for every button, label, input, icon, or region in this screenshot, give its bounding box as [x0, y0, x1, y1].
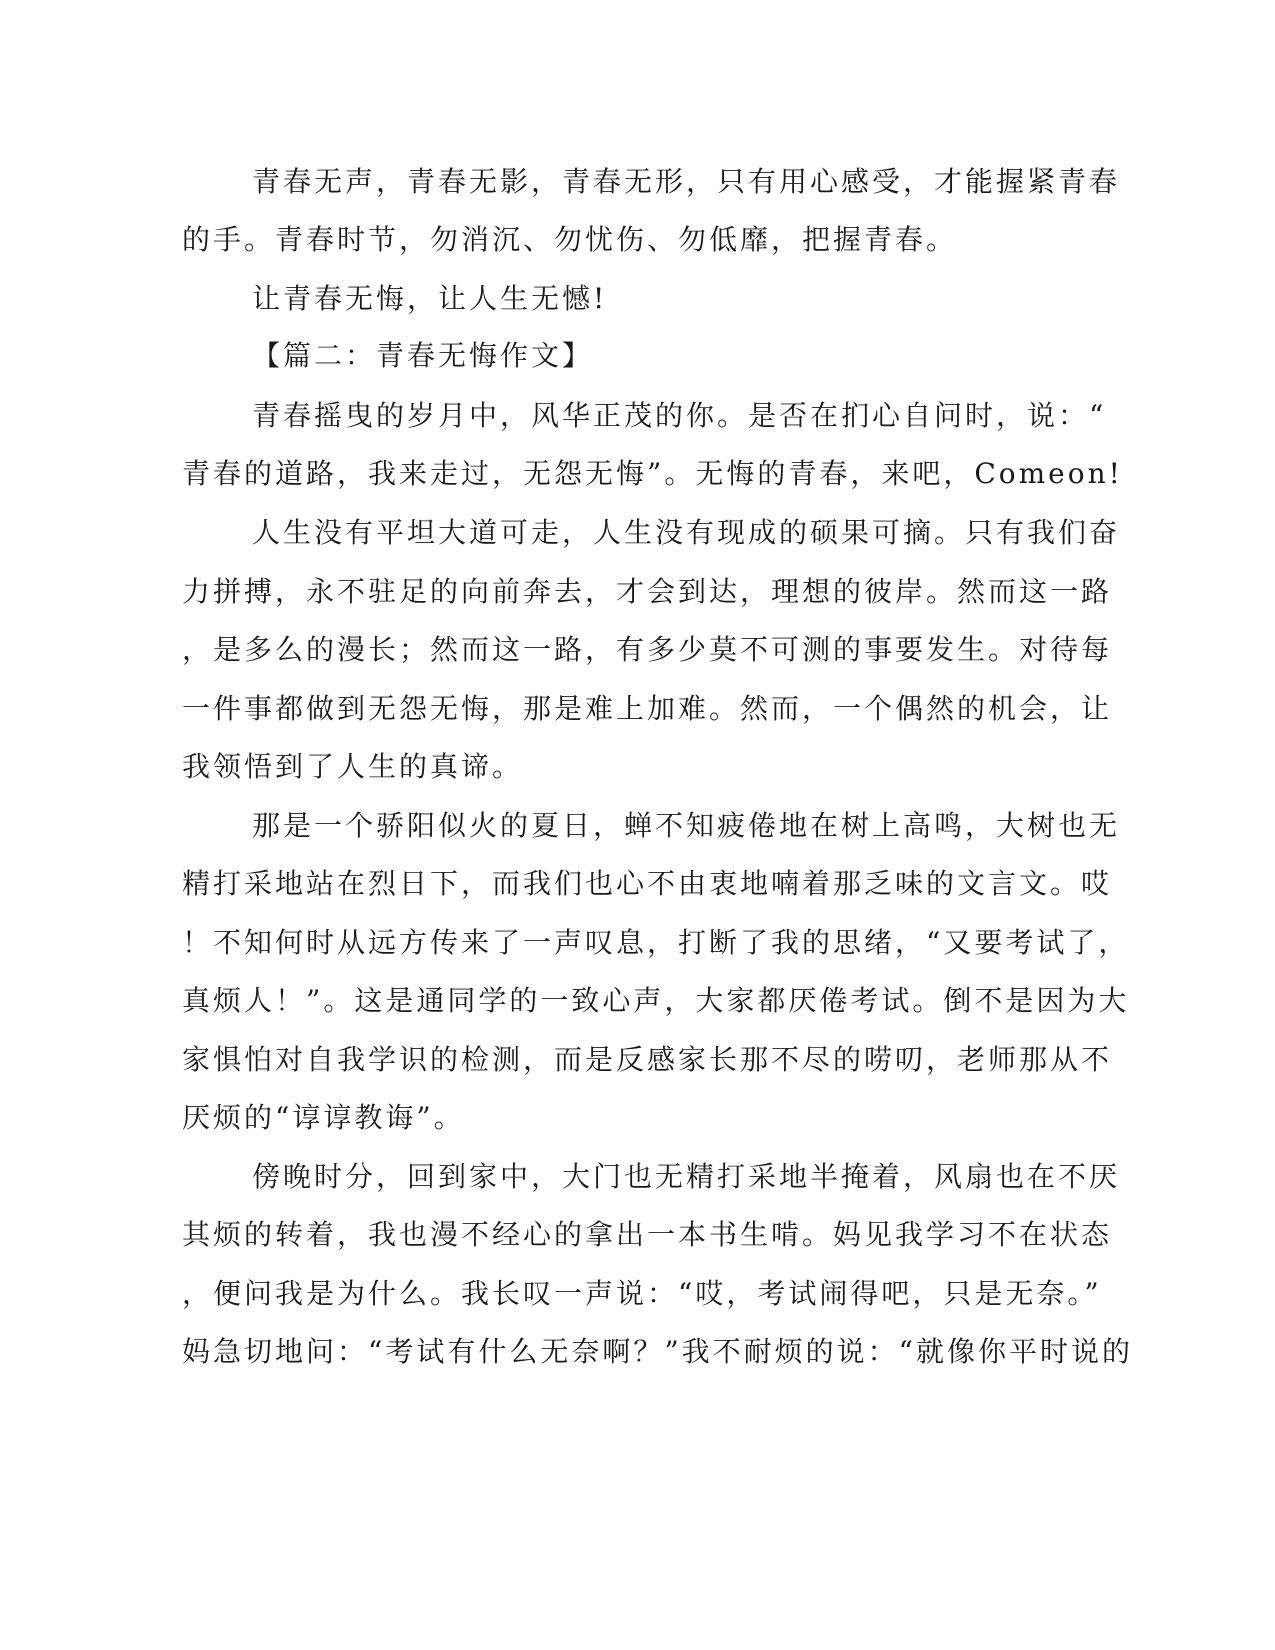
- section-heading: 【篇二：青春无悔作文】: [252, 339, 594, 372]
- paragraph-line: 的手。青春时节，勿消沉、勿忧伤、勿低靡，把握青春。: [182, 223, 958, 256]
- paragraph-line: 青春摇曳的岁月中，风华正茂的你。是否在扪心自问时，说：“: [252, 399, 1107, 432]
- paragraph-line: 那是一个骄阳似火的夏日，蝉不知疲倦地在树上高鸣，大树也无: [252, 809, 1121, 842]
- paragraph-line: 青春的道路，我来走过，无怨无悔”。无悔的青春，来吧，Comeon!: [182, 457, 1123, 490]
- paragraph-line: 厌烦的“谆谆教诲”。: [182, 1101, 465, 1134]
- paragraph-line: 青春无声，青春无影，青春无形，只有用心感受，才能握紧青春: [252, 165, 1121, 198]
- paragraph-line: 其烦的转着，我也漫不经心的拿出一本书生啃。妈见我学习不在状态: [182, 1218, 1113, 1251]
- paragraph-line: ，是多么的漫长；然而这一路，有多少莫不可测的事要发生。对待每: [182, 633, 1113, 666]
- paragraph-line: 人生没有平坦大道可走，人生没有现成的硕果可摘。只有我们奋: [252, 516, 1121, 549]
- paragraph-line: 家惧怕对自我学识的检测，而是反感家长那不尽的唠叨，老师那从不: [182, 1043, 1113, 1076]
- paragraph-line: 我领悟到了人生的真谛。: [182, 750, 524, 783]
- paragraph-line: 一件事都做到无怨无悔，那是难上加难。然而，一个偶然的机会，让: [182, 692, 1113, 725]
- paragraph-line: 妈急切地问：“考试有什么无奈啊？”我不耐烦的说：“就像你平时说的: [182, 1335, 1133, 1368]
- paragraph-line: 傍晚时分，回到家中，大门也无精打采地半掩着，风扇也在不厌: [252, 1160, 1121, 1193]
- paragraph-line: 让青春无悔，让人生无憾!: [252, 282, 608, 315]
- paragraph-line: 精打采地站在烈日下，而我们也心不由衷地喃着那乏味的文言文。哎: [182, 867, 1113, 900]
- paragraph-line: ，便问我是为什么。我长叹一声说：“哎，考试闹得吧，只是无奈。”: [182, 1277, 1102, 1310]
- paragraph-line: ！不知何时从远方传来了一声叹息，打断了我的思绪，“又要考试了，: [182, 926, 1130, 959]
- paragraph-line: 真烦人！”。这是通同学的一致心声，大家都厌倦考试。倒不是因为大: [182, 984, 1130, 1017]
- paragraph-line: 力拼搏，永不驻足的向前奔去，才会到达，理想的彼岸。然而这一路: [182, 575, 1113, 608]
